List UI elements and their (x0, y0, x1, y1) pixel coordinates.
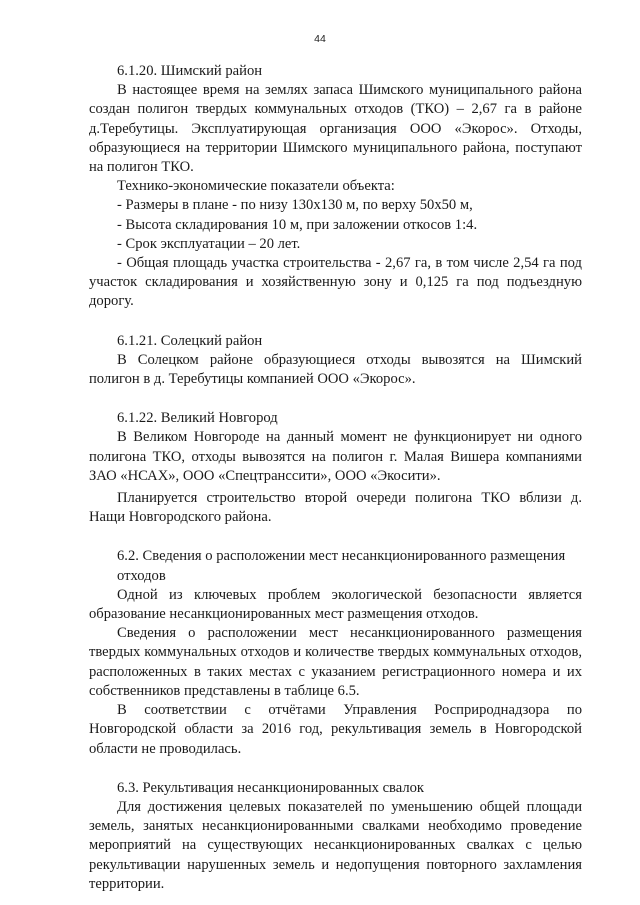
list-item: - Срок эксплуатации – 20 лет. (117, 235, 301, 252)
section-heading-shimsky: 6.1.20. Шимский район (117, 63, 263, 79)
paragraph-unauthorized-3: В соответствии с отчётами Управления Росприроднадзора по Новгородской области за 2016 год, рекультивация земель в Новгородской области не проводилась. (89, 702, 582, 757)
page-number: 44 (314, 33, 326, 45)
section-heading-unauthorized-line1: 6.2. Сведения о расположении мест несанкционированного размещения (117, 548, 566, 565)
paragraph-novgorod-2: Планируется строительство второй очереди полигона ТКО вблизи д. Нащи Новгородского района. (89, 490, 582, 526)
paragraph-shimsky-intro: В настоящее время на землях запаса Шимского муниципального района создан полигон твердых коммунальных отходов (ТКО) – 2,67 га в районе д.Теребутицы. Эксплуатирующая организация ООО «Экорос». Отходы, образующиеся на территории Шимского муниципального района, поступают на полигон ТКО. (89, 82, 582, 176)
section-heading-recultivation: 6.3. Рекультивация несанкционированных свалок (117, 779, 425, 796)
paragraph-recultivation: Для достижения целевых показателей по уменьшению общей площади земель, занятых несанкционированными свалками необходимо проведение мероприятий на существующих несанкционированных свалках с целью рекультивации нарушенных земель и недопущения повторного захламления территории. (89, 798, 582, 892)
paragraph-unauthorized-1: Одной из ключевых проблем экологической безопасности является образование несанкционированных мест размещения отходов. (89, 586, 582, 623)
indicators-title: Технико-экономические показатели объекта: (117, 178, 395, 195)
page-content (89, 62, 582, 894)
paragraph-unauthorized-2: Сведения о расположении мест несанкционированного размещения твердых коммунальных отходов и количестве твердых коммунальных отходов, расположенных в таких местах с указанием регистрационного номера и их собственников представлены в таблице 6.5. (89, 625, 582, 699)
list-item: - Общая площадь участка строительства - 2,67 га, в том числе 2,54 га под участок складирования и хозяйственную зону и 0,125 га под подъездную дорогу. (89, 255, 582, 310)
section-heading-soletsky: 6.1.21. Солецкий район (117, 332, 263, 349)
section-heading-novgorod: 6.1.22. Великий Новгород (117, 410, 278, 427)
paragraph-soletsky: В Солецком районе образующиеся отходы вывозятся на Шимский полигон в д. Теребутицы компанией ООО «Экорос». (89, 351, 582, 388)
list-item: - Размеры в плане - по низу 130х130 м, по верху 50х50 м, (117, 197, 473, 214)
section-heading-unauthorized-line2: отходов (117, 567, 166, 584)
section-heading-unauthorized (89, 547, 582, 585)
paragraph-novgorod-1: В Великом Новгороде на данный момент не функционирует ни одного полигона ТКО, отходы вывозятся на полигон г. Малая Вишера компаниями ЗАО «НСАХ», ООО «Спецтранссити», ООО «Экосити». (89, 429, 582, 484)
list-item: - Высота складирования 10 м, при заложении откосов 1:4. (117, 216, 478, 233)
